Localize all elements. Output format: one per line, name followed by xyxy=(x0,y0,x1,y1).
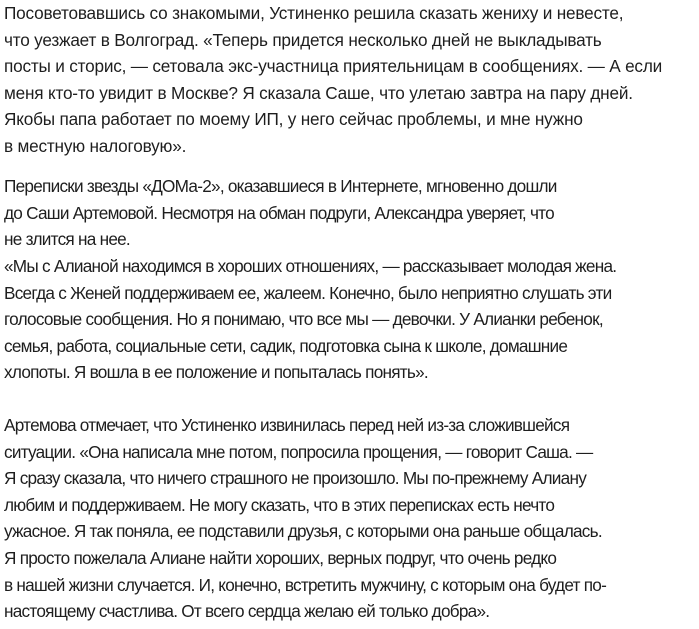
text-line: Артемова отмечает, что Устиненко извинилась перед ней из-за сложившейся xyxy=(4,415,570,435)
text-line: любим и поддерживаем. Не могу сказать, что в этих переписках есть нечто xyxy=(4,494,555,515)
text-line: до Саши Артемовой. Несмотря на обман подруги, Александра уверяет, что xyxy=(4,202,554,223)
text-line: Всегда с Женей поддерживаем ее, жалеем. Конечно, было неприятно слушать эти xyxy=(4,282,612,303)
text-line: ужасное. Я так поняла, ее подставили друзья, с которыми она раньше общалась. xyxy=(4,521,602,542)
text-line: Я просто пожелала Алиане найти хороших, верных подруг, что очень редко xyxy=(4,547,557,568)
text-line: Якобы папа работает по моему ИП, у него сейчас проблемы, и мне нужно xyxy=(4,109,583,130)
text-line: Я сразу сказала, что ничего страшного не произошло. Мы по-прежнему Алиану xyxy=(4,468,587,489)
paragraph-2 xyxy=(4,173,557,253)
text-line: в нашей жизни случается. И, конечно, встретить мужчину, с которым она будет по- xyxy=(4,574,607,595)
paragraph-1 xyxy=(4,0,662,160)
text-line: Посоветовавшись со знакомыми, Устиненко решила сказать жениху и невесте, xyxy=(4,3,624,23)
text-line: настоящему счастлива. От всего сердца желаю ей только добра». xyxy=(4,601,490,622)
text-line: меня кто-то увидит в Москве? Я сказала Саше, что улетаю завтра на пару дней. xyxy=(4,82,633,103)
text-line: что уезжает в Волгоград. «Теперь придется несколько дней не выкладывать xyxy=(4,29,602,50)
text-line: Переписки звезды «ДОМа-2», оказавшиеся в Интернете, мгновенно дошли xyxy=(4,176,557,196)
text-line: «Мы с Алианой находимся в хороших отношениях, — рассказывает молодая жена. xyxy=(4,256,617,276)
text-line: не злится на нее. xyxy=(4,229,130,250)
text-line: голосовые сообщения. Но я понимаю, что все мы — девочки. У Алианки ребенок, xyxy=(4,309,603,330)
text-line: ситуации. «Она написала мне потом, попросила прощения, — говорит Саша. — xyxy=(4,441,593,462)
text-line: хлопоты. Я вошла в ее положение и попыталась понять». xyxy=(4,362,428,383)
paragraph-3 xyxy=(4,253,616,386)
text-line: посты и сторис, — сетовала экс-участница приятельницам в сообщениях. — А если xyxy=(4,56,663,77)
paragraph-4 xyxy=(4,412,606,625)
text-line: семья, работа, социальные сети, садик, подготовка сына к школе, домашние xyxy=(4,335,568,356)
text-line: в местную налоговую». xyxy=(4,135,187,156)
